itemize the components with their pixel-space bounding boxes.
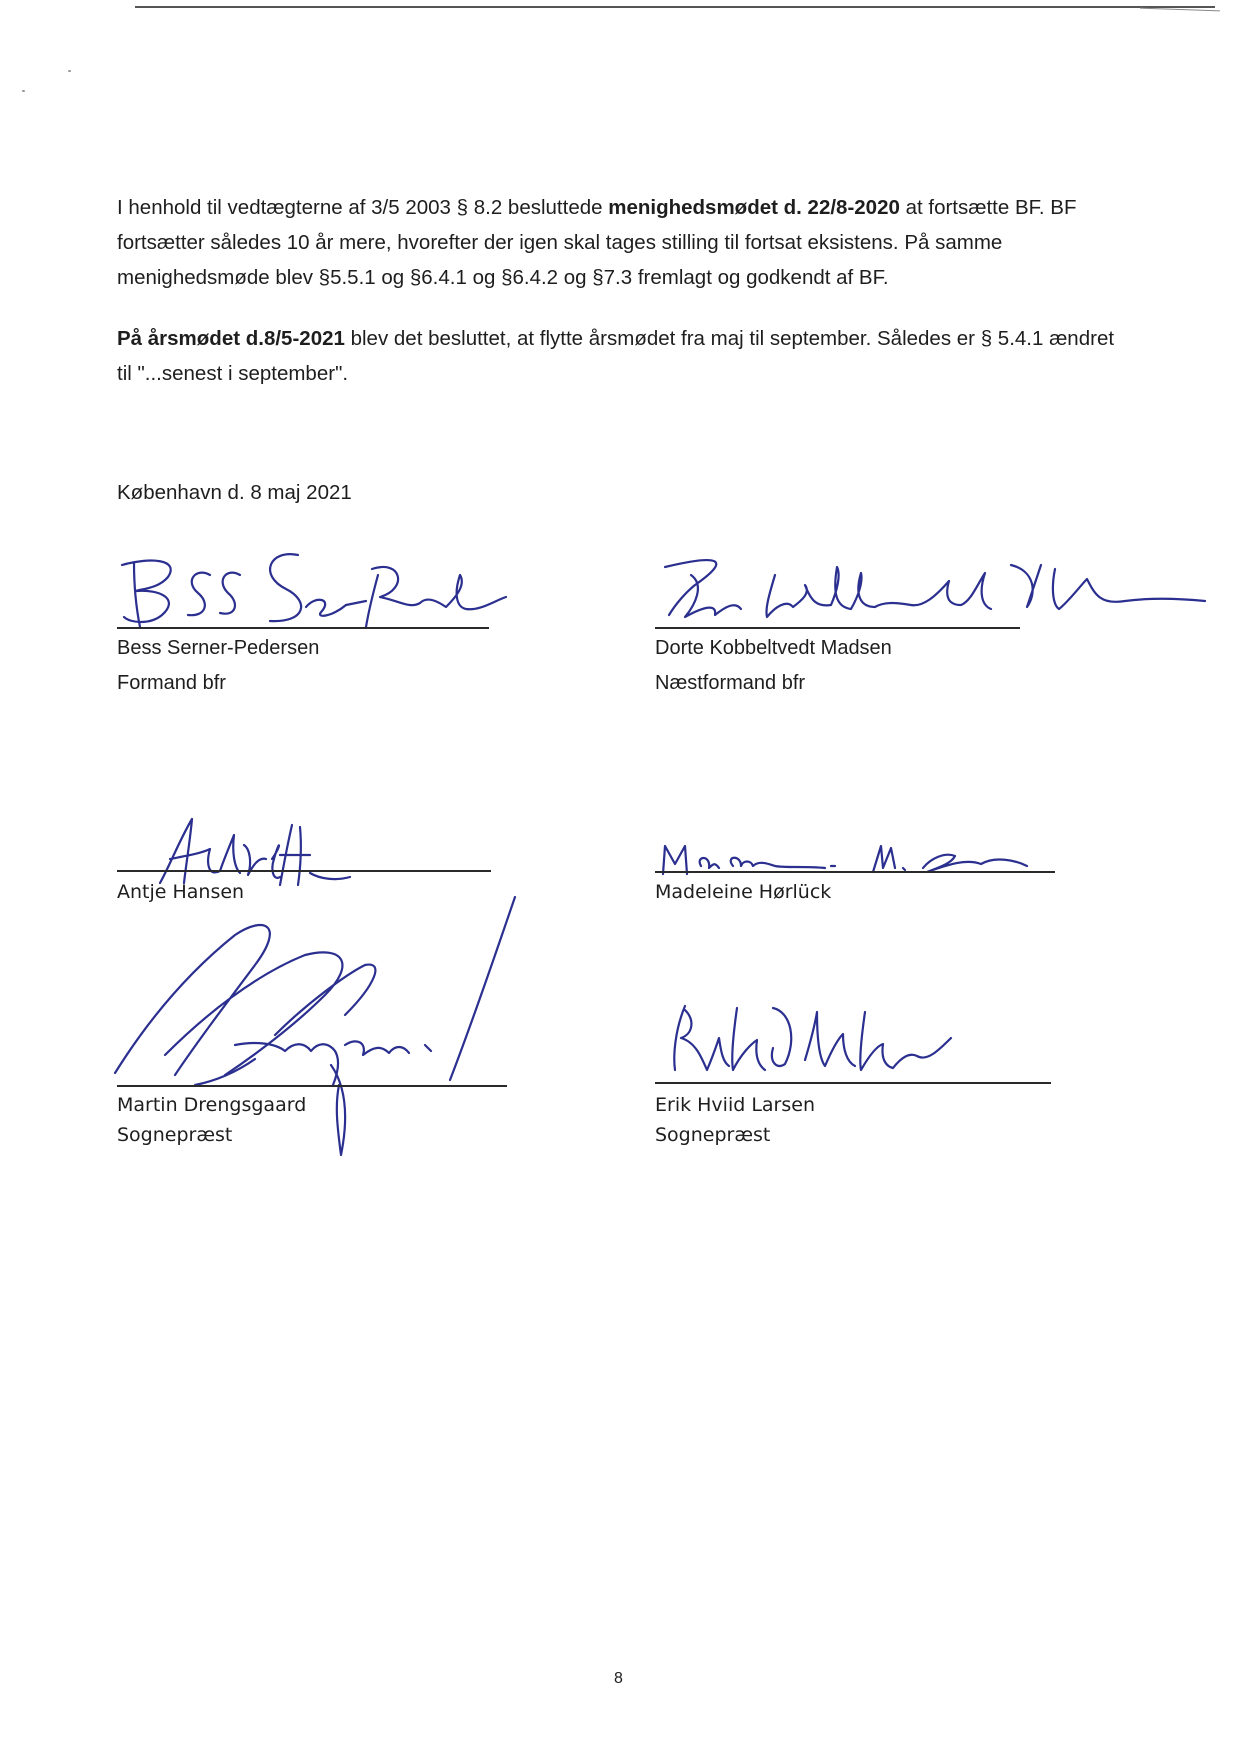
signature-line <box>117 870 491 872</box>
signature-erik <box>665 1000 955 1100</box>
signature-line <box>117 1085 507 1087</box>
top-rule <box>135 6 1215 8</box>
signatory-role: Næstformand bfr <box>655 672 806 694</box>
signatory-name: Erik Hviid Larsen <box>655 1094 815 1116</box>
signature-line <box>655 627 1020 629</box>
signatory-role: Formand bfr <box>117 672 226 694</box>
signatory-role: Sognepræst <box>655 1124 771 1146</box>
scan-speck <box>68 70 71 72</box>
scan-speck <box>22 90 25 92</box>
signature-dorte <box>655 545 1215 635</box>
signature-line <box>117 627 489 629</box>
signature-line <box>655 871 1055 873</box>
paragraph-annual-meeting: På årsmødet d.8/5-2021 blev det besluttet, at flytte årsmødet fra maj til september. Således er § 5.4.1 ændret til "...senest i september". <box>117 327 1115 385</box>
signature-madeleine <box>655 838 1065 883</box>
signatory-name: Madeleine Hørlück <box>655 881 832 903</box>
page-number: 8 <box>614 1670 623 1687</box>
signatory-name: Antje Hansen <box>117 881 245 903</box>
paragraph-continuation: I henhold til vedtægterne af 3/5 2003 § 8.2 besluttede menighedsmødet d. 22/8-2020 at fortsætte BF. BF fortsætter således 10 år mere, hvorefter der igen skal tages stilling til fortsat eksistens. På samme menighedsmøde blev §5.5.1 og §6.4.1 og §6.4.2 og §7.3 fremlagt og godkendt af BF. <box>117 196 1077 289</box>
signature-bess <box>110 545 510 635</box>
signatory-name: Martin Drengsgaard <box>117 1094 307 1116</box>
signature-line <box>655 1082 1051 1084</box>
signatory-role: Sognepræst <box>117 1124 233 1146</box>
signatory-name: Bess Serner-Pedersen <box>117 637 320 659</box>
place-date: København d. 8 maj 2021 <box>117 481 352 504</box>
signatory-name: Dorte Kobbeltvedt Madsen <box>655 637 892 659</box>
top-rule-tail <box>1140 8 1220 12</box>
